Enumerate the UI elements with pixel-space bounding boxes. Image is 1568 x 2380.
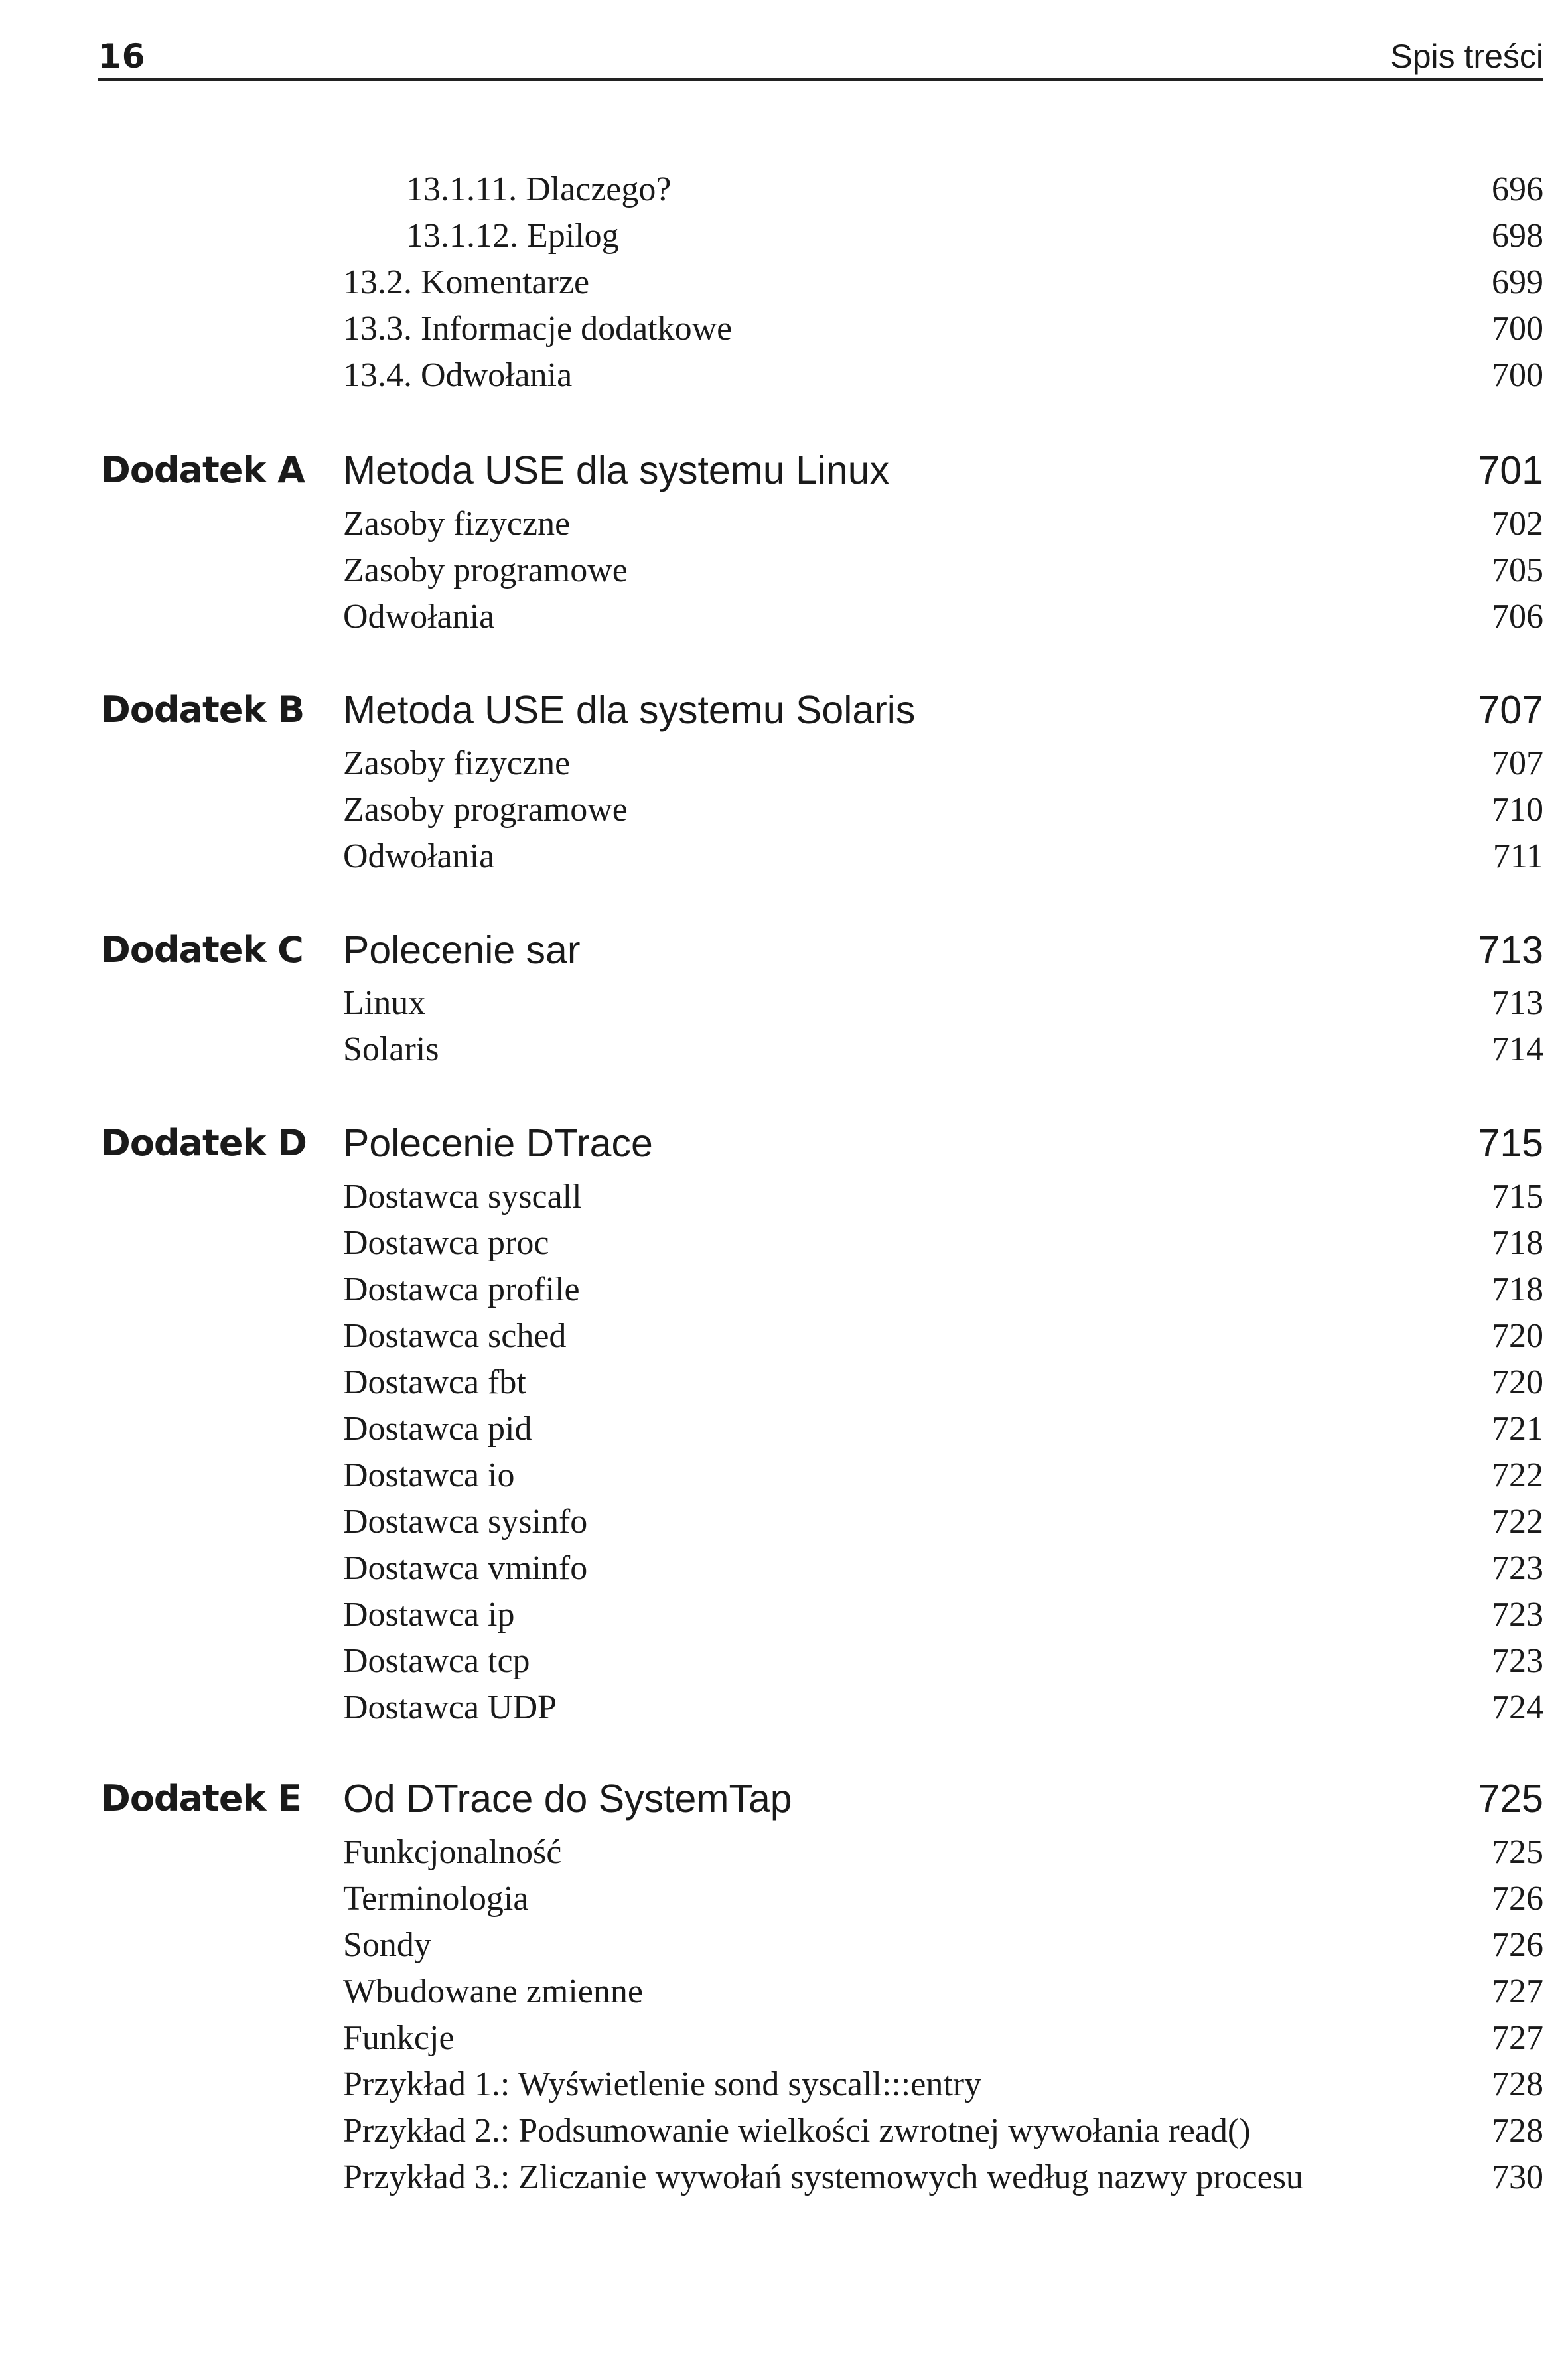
entry-page: 698: [1492, 217, 1543, 255]
entry-page: 720: [1492, 1364, 1543, 1401]
entry-page: 722: [1492, 1456, 1543, 1494]
running-header: [98, 32, 1543, 81]
entry-page: 728: [1492, 2065, 1543, 2103]
entry-page: 702: [1492, 505, 1543, 543]
entry-page: 727: [1492, 2019, 1543, 2057]
entry-title: Dostawca sysinfo: [343, 1503, 588, 1541]
entry-title: Sondy: [343, 1926, 431, 1964]
entry-page: 726: [1492, 1880, 1543, 1918]
entry-title: Dostawca ip: [343, 1596, 515, 1634]
appendix-title: Od DTrace do SystemTap: [343, 1777, 792, 1821]
entry-page: 722: [1492, 1503, 1543, 1541]
entry-title: Przykład 2.: Podsumowanie wielkości zwrotnej wywołania read(): [343, 2112, 1251, 2150]
appendix-title: Polecenie sar: [343, 928, 581, 972]
appendix-page: 701: [1478, 449, 1543, 492]
entry-page: 700: [1492, 356, 1543, 394]
entry-title: Przykład 1.: Wyświetlenie sond syscall:::entry: [343, 2065, 982, 2103]
appendix-label: Dodatek A: [101, 449, 305, 491]
entry-page: 713: [1492, 984, 1543, 1022]
entry-title: 13.3. Informacje dodatkowe: [343, 310, 733, 348]
entry-page: 720: [1492, 1317, 1543, 1355]
entry-title: Dostawca UDP: [343, 1689, 557, 1726]
entry-page: 700: [1492, 310, 1543, 348]
entry-title: Zasoby fizyczne: [343, 505, 571, 543]
entry-title: Terminologia: [343, 1880, 529, 1918]
entry-page: 718: [1492, 1271, 1543, 1308]
entry-page: 725: [1492, 1833, 1543, 1871]
entry-title: Dostawca tcp: [343, 1642, 530, 1680]
entry-page: 705: [1492, 551, 1543, 589]
appendix-title: Metoda USE dla systemu Solaris: [343, 688, 916, 732]
entry-page: 699: [1492, 263, 1543, 301]
entry-title: Dostawca syscall: [343, 1178, 582, 1216]
appendix-title: Polecenie DTrace: [343, 1121, 653, 1165]
entry-page: 726: [1492, 1926, 1543, 1964]
entry-page: 710: [1492, 791, 1543, 829]
entry-page: 706: [1492, 598, 1543, 636]
entry-title: Funkcje: [343, 2019, 455, 2057]
appendix-label: Dodatek C: [101, 929, 303, 971]
appendix-label: Dodatek E: [101, 1778, 302, 1819]
entry-title: Odwołania: [343, 837, 495, 875]
entry-page: 728: [1492, 2112, 1543, 2150]
running-title: Spis treści: [1390, 38, 1543, 75]
entry-title: Zasoby programowe: [343, 551, 628, 589]
appendix-page: 713: [1478, 928, 1543, 972]
entry-title: Dostawca vminfo: [343, 1549, 588, 1587]
entry-title: Dostawca proc: [343, 1224, 549, 1262]
appendix-label: Dodatek B: [101, 689, 305, 731]
entry-title: Dostawca sched: [343, 1317, 567, 1355]
appendix-label: Dodatek D: [101, 1122, 307, 1164]
entry-page: 723: [1492, 1596, 1543, 1634]
entry-page: 721: [1492, 1410, 1543, 1448]
entry-title: Dostawca pid: [343, 1410, 532, 1448]
entry-page: 724: [1492, 1689, 1543, 1726]
entry-page: 718: [1492, 1224, 1543, 1262]
appendix-page: 707: [1478, 688, 1543, 732]
entry-title: 13.1.12. Epilog: [406, 217, 619, 255]
appendix-page: 715: [1478, 1121, 1543, 1165]
entry-title: Dostawca fbt: [343, 1364, 526, 1401]
entry-page: 727: [1492, 1973, 1543, 2010]
entry-page: 730: [1492, 2158, 1543, 2196]
entry-page: 723: [1492, 1642, 1543, 1680]
appendix-page: 725: [1478, 1777, 1543, 1821]
entry-title: 13.1.11. Dlaczego?: [406, 171, 672, 208]
entry-title: Solaris: [343, 1030, 439, 1068]
entry-title: Dostawca io: [343, 1456, 515, 1494]
entry-page: 715: [1492, 1178, 1543, 1216]
entry-title: 13.4. Odwołania: [343, 356, 573, 394]
entry-title: 13.2. Komentarze: [343, 263, 590, 301]
entry-title: Funkcjonalność: [343, 1833, 562, 1871]
entry-title: Przykład 3.: Zliczanie wywołań systemowych według nazwy procesu: [343, 2158, 1303, 2196]
appendix-title: Metoda USE dla systemu Linux: [343, 449, 890, 492]
entry-page: 723: [1492, 1549, 1543, 1587]
entry-title: Zasoby programowe: [343, 791, 628, 829]
entry-title: Dostawca profile: [343, 1271, 580, 1308]
entry-title: Wbudowane zmienne: [343, 1973, 643, 2010]
entry-title: Odwołania: [343, 598, 495, 636]
entry-title: Linux: [343, 984, 426, 1022]
entry-page: 707: [1492, 744, 1543, 782]
entry-page: 711: [1492, 837, 1543, 875]
entry-title: Zasoby fizyczne: [343, 744, 571, 782]
entry-page: 696: [1492, 171, 1543, 208]
entry-page: 714: [1492, 1030, 1543, 1068]
page-number: 16: [98, 37, 146, 76]
